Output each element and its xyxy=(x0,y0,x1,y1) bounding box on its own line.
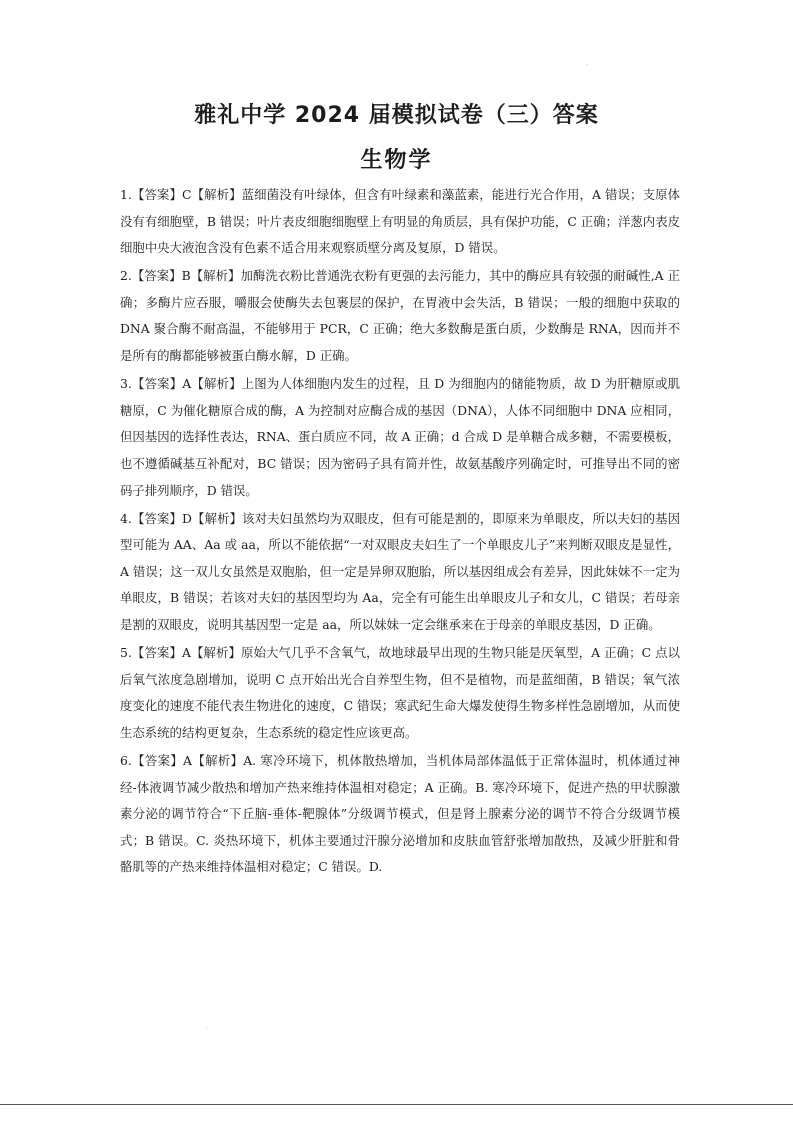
page-bottom-rule xyxy=(0,1104,793,1105)
answer-item-3: 3.【答案】A【解析】上图为人体细胞内发生的过程，且 D 为细胞内的储能物质，故 D 为肝糖原或肌糖原，C 为催化糖原合成的酶，A 为控制对应酶合成的基因（DNA），人体不同细胞中 DNA 应相同，但因基因的选择性表达，RNA、蛋白质应不同，故 A 正确；d 合成 D 是单糖合成多糖，不需要模板，也不遵循碱基互补配对，BC 错误；因为密码子具有简并性，故氨基酸序列确定时，可推导出不同的密码子排列顺序，D 错误。 xyxy=(120,376,680,498)
page-title: 雅礼中学 2024 届模拟试卷（三）答案 xyxy=(194,103,599,128)
answer-item-6: 6.【答案】A【解析】A. 寒冷环境下，机体散热增加，当机体局部体温低于正常体温时，机体通过神经-体液调节减少散热和增加产热来维持体温相对稳定；A 正确。B. 寒冷环境下，促进产热的甲状腺激素分泌的调节符合“下丘脑-垂体-靶腺体”分级调节模式，但是肾上腺素分泌的调节不符合分级调节模式；B 错误。C. 炎热环境下，机体主要通过汗腺分泌增加和皮肤血管舒张增加散热，及减少肝脏和骨骼肌等的产热来维持体温相对稳定；C 错误。D. xyxy=(120,752,680,875)
answer-item-2: 2.【答案】B【解析】加酶洗衣粉比普通洗衣粉有更强的去污能力，其中的酶应具有较强的耐碱性,A 正确；多酶片应吞服，嚼服会使酶失去包裹层的保护，在胃液中会失活，B 错误；一般的细胞中获取的 DNA 聚合酶不耐高温，不能够用于 PCR，C 正确；绝大多数酶是蛋白质，少数酶是 RNA，因而并不是所有的酶都能够被蛋白酶水解，D 正确。 xyxy=(120,268,680,364)
answer-item-5: 5.【答案】A【解析】原始大气几乎不含氧气，故地球最早出现的生物只能是厌氧型，A 正确；C 点以后氧气浓度急剧增加，说明 C 点开始出光合自养型生物，但不是植物，而是蓝细菌，B 错误；氧气浓度变化的速度不能代表生物进化的速度，C 错误；寒武纪生命大爆发使得生物多样性急剧增加，从而使生态系统的结构更复杂，生态系统的稳定性应该更高。 xyxy=(120,645,680,740)
subject-title: 生物学 xyxy=(360,148,433,173)
answer-item-1: 1.【答案】C【解析】蓝细菌没有叶绿体，但含有叶绿素和藻蓝素，能进行光合作用，A 错误；支原体没有有细胞壁，B 错误；叶片表皮细胞细胞壁上有明显的角质层，具有保护功能，C 正确；洋葱内表皮细胞中央大液泡含没有色素不适合用来观察质壁分离及复原，D 错误。 xyxy=(120,187,680,256)
answer-item-4: 4.【答案】D【解析】该对夫妇虽然均为双眼皮，但有可能是割的，即原来为单眼皮，所以夫妇的基因型可能为 AA、Aa 或 aa，所以不能依据“一对双眼皮夫妇生了一个单眼皮儿子”来判断双眼皮是显性，A 错误；这一双儿女虽然是双胞胎，但一定是异卵双胞胎，所以基因组成会有差异，因此妹妹不一定为单眼皮，B 错误；若该对夫妇的基因型均为 Aa，完全有可能生出单眼皮儿子和女儿，C 错误；若母亲是割的双眼皮，说明其基因型一定是 aa，所以妹妹一定会继承来在于母亲的单眼皮基因，D 正确。 xyxy=(120,510,680,632)
scan-speck: · xyxy=(586,62,588,69)
scan-speck-bottom: · xyxy=(206,1026,208,1033)
answer-list xyxy=(120,182,680,882)
